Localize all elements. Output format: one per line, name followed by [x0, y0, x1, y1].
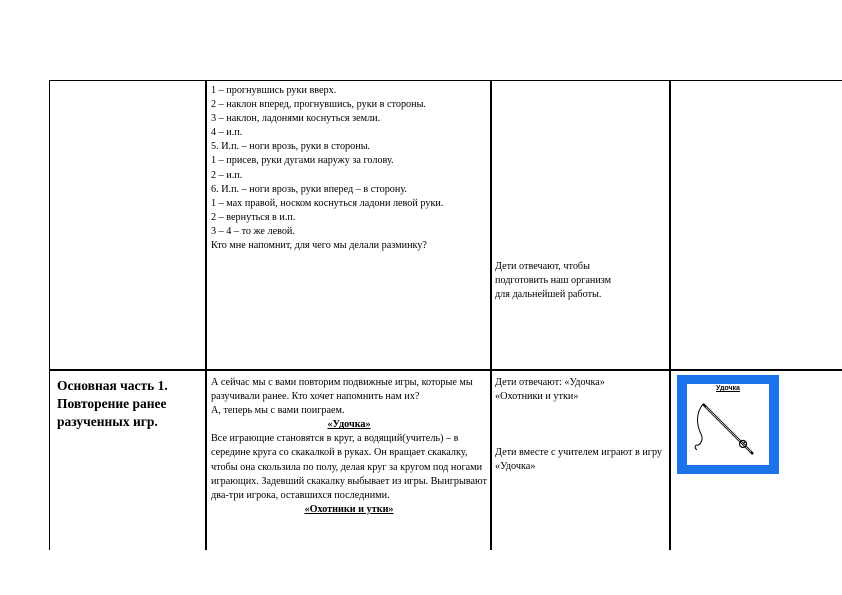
student-line: подготовить наш организм	[495, 275, 612, 287]
game1-description: Все играющие становятся в круг, а водящий(учитель) – в середине круга со скакалкой в руках. Он вращает скакалку, чтобы она скользила по полу, делая круг за кругом под ногами играющих. Задевший скакалку выбывает из игры. Выигрывают два-три игрока, оставшихся последними.	[211, 433, 487, 501]
teacher-intro-2: А, теперь мы с вами поиграем.	[211, 405, 345, 417]
row2-teacher-cell	[211, 376, 487, 517]
teacher-line: 3 – наклон, ладонями коснуться земли.	[211, 113, 381, 125]
illustration-caption: Удочка	[716, 385, 740, 392]
game2-title: «Охотники и утки»	[304, 503, 394, 515]
teacher-line: 2 – и.п.	[211, 169, 243, 181]
fishing-rod-icon	[687, 384, 769, 465]
teacher-line: 1 – мах правой, носком коснуться ладони левой руки.	[211, 197, 444, 209]
teacher-line: 6. И.п. – ноги врозь, руки вперед – в сторону.	[211, 183, 407, 195]
row1-student-cell	[495, 260, 611, 302]
teacher-line: 4 – и.п.	[211, 127, 243, 139]
student-answer-2: «Охотники и утки»	[495, 391, 579, 403]
student-line: для дальнейшей работы.	[495, 289, 602, 301]
student-line: Дети отвечают, чтобы	[495, 261, 590, 272]
table-border-top	[49, 80, 842, 81]
column-divider-1b	[206, 80, 207, 550]
teacher-line: 2 – вернуться в и.п.	[211, 211, 296, 223]
teacher-line: Кто мне напомнит, для чего мы делали разминку?	[211, 240, 427, 252]
teacher-line: 5. И.п. – ноги врозь, руки в стороны.	[211, 141, 371, 153]
column-divider-2b	[491, 80, 492, 550]
game-illustration	[677, 375, 779, 474]
row2-student-cell	[495, 376, 665, 474]
teacher-line: 2 – наклон вперед, прогнувшись, руки в стороны.	[211, 99, 426, 111]
section-title: Основная часть 1. Повторение ранее разученных игр.	[57, 378, 168, 429]
column-divider-3b	[670, 80, 671, 550]
game1-title: «Удочка»	[327, 419, 371, 431]
teacher-line: 1 – прогнувшись руки вверх.	[211, 85, 337, 96]
teacher-intro: А сейчас мы с вами повторим подвижные игры, которые мы разучивали ранее. Кто хочет напомнить нам их?	[211, 377, 473, 403]
row1-teacher-cell	[211, 84, 443, 253]
student-answer-3: Дети вместе с учителем играют в игру «Удочка»	[495, 447, 663, 473]
lesson-table	[49, 80, 842, 550]
table-border-left	[49, 80, 50, 550]
teacher-line: 1 – присев, руки дугами наружу за голову.	[211, 155, 394, 167]
row-divider-b	[49, 370, 842, 371]
student-answer-1: Дети отвечают: «Удочка»	[495, 377, 605, 388]
illustration-canvas	[687, 384, 769, 465]
teacher-line: 3 – 4 – то же левой.	[211, 225, 295, 237]
